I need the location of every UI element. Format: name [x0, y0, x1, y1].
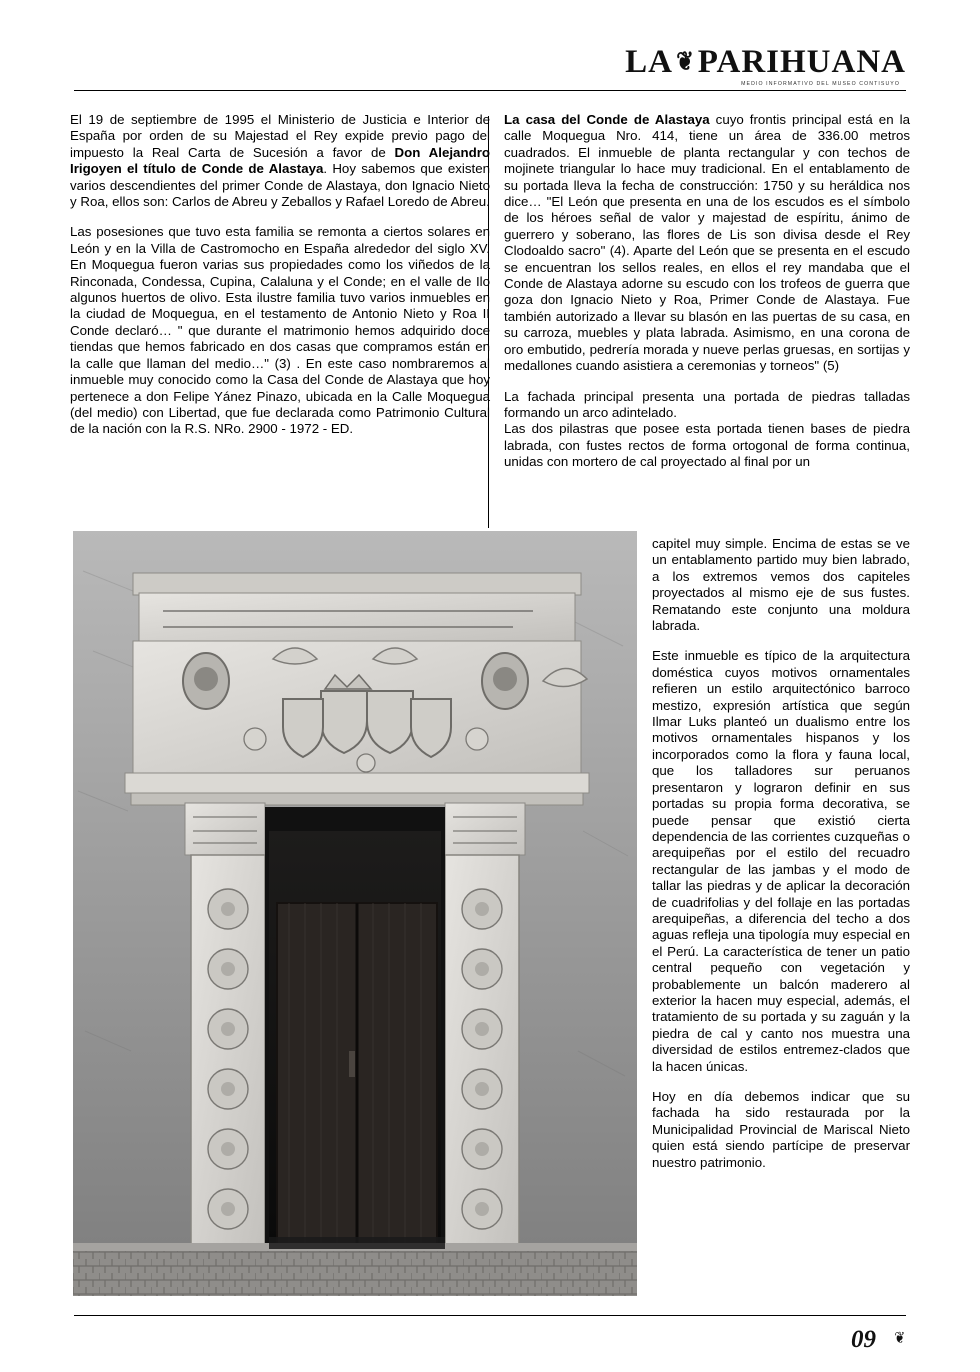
masthead-title — [625, 46, 906, 79]
right-column — [504, 112, 910, 485]
paragraph: capitel muy simple. Encima de estas se ve un entablamento partido muy bien labrado, a los extremos vemos dos capiteles proyectados al mismo eje de sus fustes. Rematando este conjunto una moldura labrada. — [652, 536, 910, 634]
emphasis-text: La casa del Conde de Alastaya — [504, 112, 710, 127]
left-column — [70, 112, 490, 452]
masthead-subtitle: MEDIO INFORMATIVO DEL MUSEO CONTISUYO — [741, 81, 900, 87]
body-text: . Hoy sabemos que existen varios descendientes del primer Conde de Alastaya, don Ignacio Nieto y Roa, ellos son: Carlos de Abreu y Zeballos y Rafael Loredo de Abreu. — [70, 161, 490, 210]
body-text: El 19 de septiembre de 1995 el Ministerio de Justicia e Interior de España por orden de su Majestad el Rey expide previo pago del impuesto la Real Carta de Sucesión a favor de — [70, 112, 490, 160]
body-text: Las dos pilastras que posee esta portada tienen bases de piedra labrada, con fustes rectos de forma ortogonal de forma continua, unidas con mortero de cal proyectado al final por un — [504, 421, 910, 470]
header-divider — [74, 90, 906, 91]
emphasis-text: Don Alejandro Irigoyen el título de Conde de Alastaya — [70, 144, 490, 177]
body-text: cuyo frontis principal está en la calle Moquegua Nro. 414, tiene un área de 336.00 metros cuadrados. El inmueble de planta rectangular y con techos de mojinete triangular lo hace muy tradicional. En el entablamento de su portada lleva la fecha de construcción: 1750 y su heráldica nos dice… "El León que presenta en una de los escudos es el símbolo de los héroes señal de valor y majestad de espíritu, ánimo de guerrero y soberano, las flores de Lis son divisa desde el Rey Clodoaldo sacro" (4). Aparte del León que se presenta en el escudo se encuentran los sellos reales, en ellos el rey mandaba que el Conde de Alastaya adorne su escudo con los trofeos de guerra que goza don Ignacio Nieto y Roa, Primer Conde de Alastaya. Fue también autorizado a llevar su blasón en las puertas de su casa, en su carroza, muebles y plata labrada. Asimismo, en una corona de oro embutido, pedrería morada y nueve perlas gruesas, en sortijas y medallones cuando asistiera a ceremonias y torneos" (5) — [504, 112, 910, 374]
masthead-title-part1: LA — [625, 44, 673, 80]
paragraph — [70, 112, 490, 210]
flamingo-icon: ❦ — [676, 47, 695, 76]
body-text: Las posesiones que tuvo esta familia se remonta a ciertos solares en León y en la Villa de Castromocho en España alrededor del siglo XV. En Moquegua fueron varias sus propiedades como los viñedos de la Rinconada, Condessa, Cupina, Calaluna y el Conde; en el valle de Ilo algunos huertos de olivo. Esta ilustre familia tuvo varios inmuebles en la ciudad de Moquegua, en el testamento de Antonio Nieto y Roa II Conde declaró… " que durante el matrimonio hemos adquirido doce tiendas que hemos fabricado en dos casas que compramos están en la calle que llaman del medio…" (3) . En este caso nombraremos al inmueble muy conocido como la Casa del Conde de Alastaya que hoy pertenece a don Felipe Yánez Pinazo, ubicada en la Calle Moquegua (del medio) con Libertad, que fue declarada como Patrimonio Cultural de la nación con la R.S. NRo. 2900 - 1972 - ED. — [70, 224, 490, 437]
wrap-column — [652, 536, 910, 1185]
paragraph — [504, 421, 910, 470]
paragraph: Hoy en día debemos indicar que su fachada ha sido restaurada por la Municipalidad Provincial de Mariscal Nieto quien está siendo partícipe de preservar nuestro patrimonio. — [652, 1089, 910, 1170]
flamingo-footer-icon: ❦ — [893, 1330, 905, 1347]
paragraph — [504, 112, 910, 375]
page-number: 09 — [851, 1326, 876, 1353]
masthead — [625, 46, 906, 87]
body-text: La fachada principal presenta una portada de piedras talladas formando un arco adintelado. — [504, 388, 910, 420]
paragraph — [504, 389, 910, 422]
footer-divider — [74, 1315, 906, 1316]
photo-portada-casa-conde-alastaya — [73, 531, 637, 1296]
paragraph — [70, 224, 490, 437]
photo-illustration — [73, 531, 637, 1296]
paragraph: Este inmueble es típico de la arquitectura doméstica cuyos motivos ornamentales refieren un estilo arquitectónico barroco mestizo, expresión artística que según Ilmar Luks planteó un dualismo entre los motivos ornamentales hispanos y los incorporados como la flora y fauna local, que los talladores sur peruanos presentaron y lograron definir en sus portadas su propia forma decorativa, se puede pensar que existió cierta dependencia de las corrientes cuzqueñas o arequipeñas por el estilo del recuadro rectangular de las jambas y el modo de tallar las piedras y de aplicar la decoración de cuadrifolias y del follaje en las portadas arequipeñas, a diferencia del techo a dos aguas refleja una tipología muy especial en el Perú. La característica de tener un patio central pequeño con vegetación y probablemente un balcón maderero al exterior la hacen muy especial, además, el tratamiento de su portada y su zaguán y la piedra de cal y canto nos muestra una diversidad de estilos entremez-clados que la hacen únicas. — [652, 648, 910, 1074]
masthead-title-part2: PARIHUANA — [697, 44, 906, 80]
